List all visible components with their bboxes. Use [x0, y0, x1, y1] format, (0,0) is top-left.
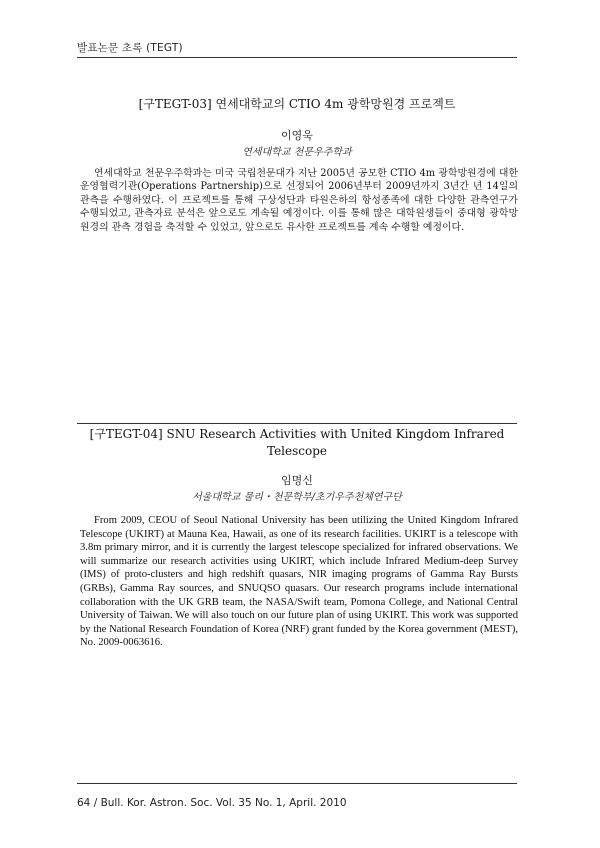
- running-footer: 64 / Bull. Kor. Astron. Soc. Vol. 35 No. 1, April. 2010: [77, 797, 347, 809]
- abstract-author: 임명신: [281, 474, 313, 487]
- abstract-body: From 2009, CEOU of Seoul National University has been utilizing the United Kingdom Infrared Telescope (UKIRT) at Mauna Kea, Hawaii, as one of its research facilities. UKIRT is a telescope with 3.8m primary mirror, and it is currently the largest telescope specialized for infrared observations. We will summarize our research activities using UKIRT, which include Infrared Medium-deep Survey (IMS) of proto-clusters and high redshift quasars, NIR imaging programs of Gamma Ray Bursts (GRBs), Gamma Ray sources, and SNUQSO quasars. Our research programs include international collaboration with the UK GRB team, the NASA/Swift team, Pomona College, and National Central University of Taiwan. We will also touch on our future plan of using UKIRT. This work was supported by the National Research Foundation of Korea (NRF) grant funded by the Korea government (MEST), No. 2009-0063616.: [80, 515, 518, 649]
- footer-rule: [77, 783, 517, 784]
- abstract-affiliation: 연세대학교 천문우주학과: [242, 147, 352, 158]
- running-header: 발표논문 초록 (TEGT): [77, 42, 183, 54]
- abstract-author: 이영욱: [281, 129, 313, 142]
- header-rule: [77, 57, 517, 58]
- abstract-affiliation: 서울대학교 물리・천문학부/초기우주천체연구단: [192, 492, 402, 503]
- abstract-title: [구TEGT-03] 연세대학교의 CTIO 4m 광학망원경 프로젝트: [138, 97, 456, 111]
- abstract-body: 연세대학교 천문우주학과는 미국 국립천문대가 지난 2005년 공모한 CTIO 4m 광학망원경에 대한 운영협력기관(Operations Partnership)으로 선정되어 2006년부터 2009년까지 3년간 년 14일의 관측을 수행하였다. 이 프로젝트를 통해 구상성단과 타원은하의 항성종족에 대한 다양한 관측연구가 수행되었고, 관측자료 분석은 앞으로도 계속될 예정이다. 이를 통해 많은 대학원생들이 중대형 광학망원경의 관측 경험을 축적할 수 있었고, 앞으로도 유사한 프로젝트를 계속 수행할 예정이다.: [80, 168, 518, 233]
- abstract-title: [구TEGT-04] SNU Research Activities with United Kingdom Infrared Telescope: [89, 427, 505, 458]
- section-divider: [77, 423, 517, 424]
